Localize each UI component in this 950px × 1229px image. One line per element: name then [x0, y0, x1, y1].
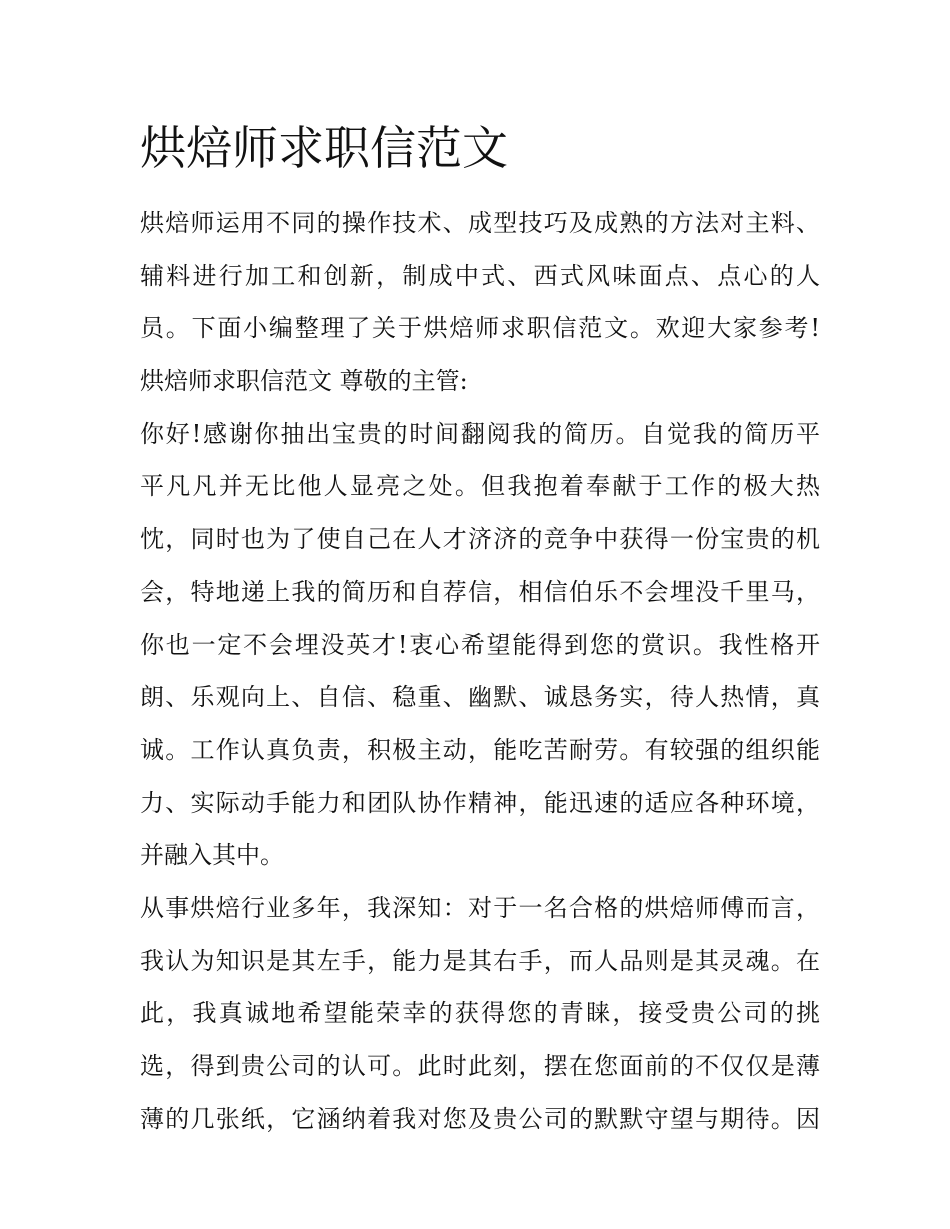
- body-line: 从事烘焙行业多年，我深知：对于一名合格的烘焙师傅而言，: [140, 893, 820, 922]
- body-line: 烘焙师求职信范文 尊敬的主管:: [140, 367, 468, 396]
- body-line: 平凡凡并无比他人显亮之处。但我抱着奉献于工作的极大热: [140, 472, 820, 501]
- document-title: 烘焙师求职信范文: [140, 121, 508, 175]
- body-line: 员。下面小编整理了关于烘焙师求职信范文。欢迎大家参考!: [140, 314, 820, 343]
- body-line: 忱，同时也为了使自己在人才济济的竞争中获得一份宝贵的机: [140, 525, 820, 554]
- body-line: 烘焙师运用不同的操作技术、成型技巧及成熟的方法对主料、: [140, 209, 820, 237]
- body-line: 诚。工作认真负责，积极主动，能吃苦耐劳。有较强的组织能: [140, 735, 820, 764]
- body-line: 此，我真诚地希望能荣幸的获得您的青睐，接受贵公司的挑: [140, 999, 820, 1028]
- body-line: 我认为知识是其左手，能力是其右手，而人品则是其灵魂。在: [140, 946, 820, 975]
- body-line: 你也一定不会埋没英才!衷心希望能得到您的赏识。我性格开: [140, 630, 820, 659]
- body-line: 朗、乐观向上、自信、稳重、幽默、诚恳务实，待人热情，真: [140, 683, 820, 712]
- body-line: 并融入其中。: [140, 841, 284, 870]
- body-line: 选，得到贵公司的认可。此时此刻，摆在您面前的不仅仅是薄: [140, 1052, 820, 1080]
- body-line: 会，特地递上我的简历和自荐信，相信伯乐不会埋没千里马，: [140, 577, 820, 606]
- document-body: [140, 200, 820, 1148]
- body-line: 你好!感谢你抽出宝贵的时间翻阅我的简历。自觉我的简历平: [140, 419, 820, 448]
- body-line: 辅料进行加工和创新，制成中式、西式风味面点、点心的人: [140, 261, 820, 290]
- body-line: 薄的几张纸，它涵纳着我对您及贵公司的默默守望与期待。因: [140, 1104, 820, 1133]
- body-line: 力、实际动手能力和团队协作精神，能迅速的适应各种环境，: [140, 788, 820, 817]
